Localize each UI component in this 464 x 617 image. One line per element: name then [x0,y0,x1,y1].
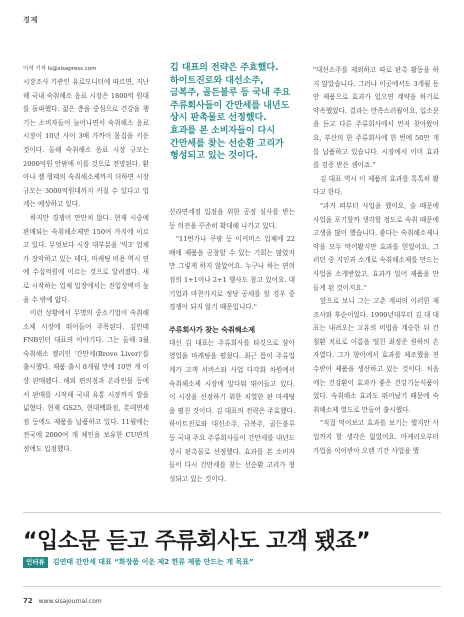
byline: 이석 기자 ls@sisapress.com [23,66,97,72]
paragraph: 시장조사 기관인 유로모니터에 따르면, 지난해 국내 숙취해소 음료 시장은 1800억 원대를 돌파했다. 젊은 층을 중심으로 건강을 챙기는 소비자들이 늘어나면서 숙취해소 음료 시장이 10년 사이 3배 가까이 몸집을 키운 것이다. 올해 숙취해소 음료 시장 규모는 2000억원 안팎에 이를 것으로 전망된다. 환아나 젤 형태의 숙취해소제까지 더하면 시장 규모는 3000억원대까지 커질 수 있다고 업계는 예상하고 있다. [23,78,149,209]
interview-title: 김연태 간만세 대표 “화장품 이운 제2 한류 제품 만드는 게 목표” [52,558,254,566]
divider [23,512,441,513]
interview-badge: 인터뷰 [23,557,48,568]
paragraph: 하지만 경쟁이 만만치 않다. 현재 시중에 판매되는 숙취해소제만 150여 가지에 이르고 있다. 무엇보다 시장 대부분을 '빅3' 업체가 장악하고 있는 데다, 마케팅 비용 역시 연 예 수십억원에 이르는 것으로 알려졌다. 새로 시작하는 업체 입장에서는 진입장벽이 높을 수 밖에 없다. [23,213,149,304]
pull-quote-line: 하이트진로와 대선소주, [170,75,264,86]
paragraph: "직접 먹어보고 효과를 보기는 했지만 사업까지 할 생각은 없었어요. 마케리오부터 가업을 이어받아 오랜 기간 사업을 했 [313,419,439,455]
pull-quote-line: 주류회사들이 간만세를 내년도 [170,100,290,111]
page-number: 72 [23,597,33,605]
pull-quote-line: 효과를 본 소비자들이 다시 [170,125,276,136]
headline: “입소문 듣고 주류회사도 고객 됐죠” [23,529,371,554]
subheading: 주류회사가 찾는 숙취해소제 [169,325,256,334]
paragraph: "11번가나 쿠팡 등 이커머스 업체에 22배에 제품을 공창할 수 있는 기회는 많았지만 그렇게 하지 않았어요. 누구나 하는 편의점의 1+1이나 2+1 행사도 참고 있어요. 대기업과 마찬가지로 정당 공세를 할 경우 중 경쟁이 되지 않기 때문입니다." [169,235,295,312]
pull-quote-line: 김 대표의 전략은 주효했다. [170,63,279,73]
paragraph: "대선소주를 제외하고 따로 판촉 활동을 하지 않았습니다. 그러나 이곳에서도 3개월 동안 제품으로 효과가 있으면 계약을 하기로 약속했었다. 결과는 만족스러웠어요, 입소문을 듣고 다른 주류회사에서 먼저 찾아왔어요, 부산의 한 주류회사에 한 번에 50만 개를 납품하고 있습니다. 시장에서 이미 효과를 검증 받은 셈이죠." [313,66,439,170]
paragraph: 이런 상황에서 무명의 중소기업이 숙취해소제 시장에 뛰어들어 주목된다. 김민태 FNB인터 대표의 이야기다. 그는 올해 3월 숙취해소 젤리인 '간만세(Brovo Liver)'를 출시했다. 제품 출시 8개월 만에 10만 개 이상 판매됐다. 해외 편의점과 온라인몰 등에서 판매를 시작해 국내 유통 시장까지 발을 넓혔다. 현재 GS25, 현대백화점, 롯데면세점 등에도 제품을 납품하고 있다. 11월에는 전국에 2000여 개 체인을 보유한 CU편의점에도 입점했다. [23,309,149,454]
pull-quote-line: 형성되고 있는 것이다. [170,151,258,162]
article-column-1 [23,64,149,457]
site-url[interactable]: www.sisajournal.com [38,598,102,605]
pull-quote-line: 상시 판촉물로 선정했다. [170,113,267,124]
pull-quote [170,62,302,163]
pull-quote-line: 금복주, 골든블루 등 국내 주요 [170,88,291,99]
article-column-2 [169,206,295,486]
paragraph: 대신 김 대표는 주류회사를 타깃으로 삼아 영업을 마케팅을 펼쳤다. 최근 틈이 주류업계가 고객 서비스와 사업 다각화 차원에서 숙취해소제 시장에 앞다퉈 뛰어들고 있다. 이 시장을 선점하기 위한 치열한 판 마케팅을 펼친 것이다. 김 대표의 전략은 주효했다. 하이트진로와 대선소주, 금복주, 골든블루 등 국내 주요 주류회사들이 간만세를 내년도 상시 판촉물로 선정했다. 효과를 본 소비자들이 다시 간만세를 찾는 선순환 고리가 형성되고 있는 것이다. [169,338,295,483]
interview-deck [23,556,254,568]
section-label: 경제 [23,16,39,24]
page-footer [23,597,102,605]
paragraph: "과거 떠부터 사업을 했어요, 술 때문에 사업을 포기할까 생각할 정도로 숙취 때문에 고생을 많이 했습니다. 좋다는 숙취해소제나 약을 모두 먹어봤지만 효과를 얻었어요, 그러던 중 지인과 소개로 숙취해소제를 만드는 사업을 소개받았고, 효과가 있어 제품을 만들게 된 것이지요." [313,201,439,292]
divider [23,586,441,587]
paragraph: 신라면세점 입점을 위한 공정 심사를 받는 등 의전을 꾸준히 확대해 나가고 있다. [169,208,295,230]
paragraph: 김 대표 역시 이 제품의 효과를 톡톡히 봤다고 한다. [313,174,439,197]
pull-quote-line: 간만세를 찾는 선순환 고리가 [170,138,284,149]
paragraph: 앞으로 보니 그는 고춘 계피의 이러한 재 조사와 후순이었다. 1990년대부터 김 대 대표는 내려오는 고유의 비법을 계승한 뒤 간철환 치료로 이름을 떨친 최정준 원하의 손자였다. 그가 향아에서 효과를 제조했을 전수받아 제품을 생산하고 있는 것이다. 처음에는 건강환이 효과가 좋은 건강기능식품이었다. 숙취해소 효과도 뛰어났기 때문에 숙취해소제 열도로 만들어 출시했다. [313,297,439,414]
article-column-3 [313,64,439,458]
